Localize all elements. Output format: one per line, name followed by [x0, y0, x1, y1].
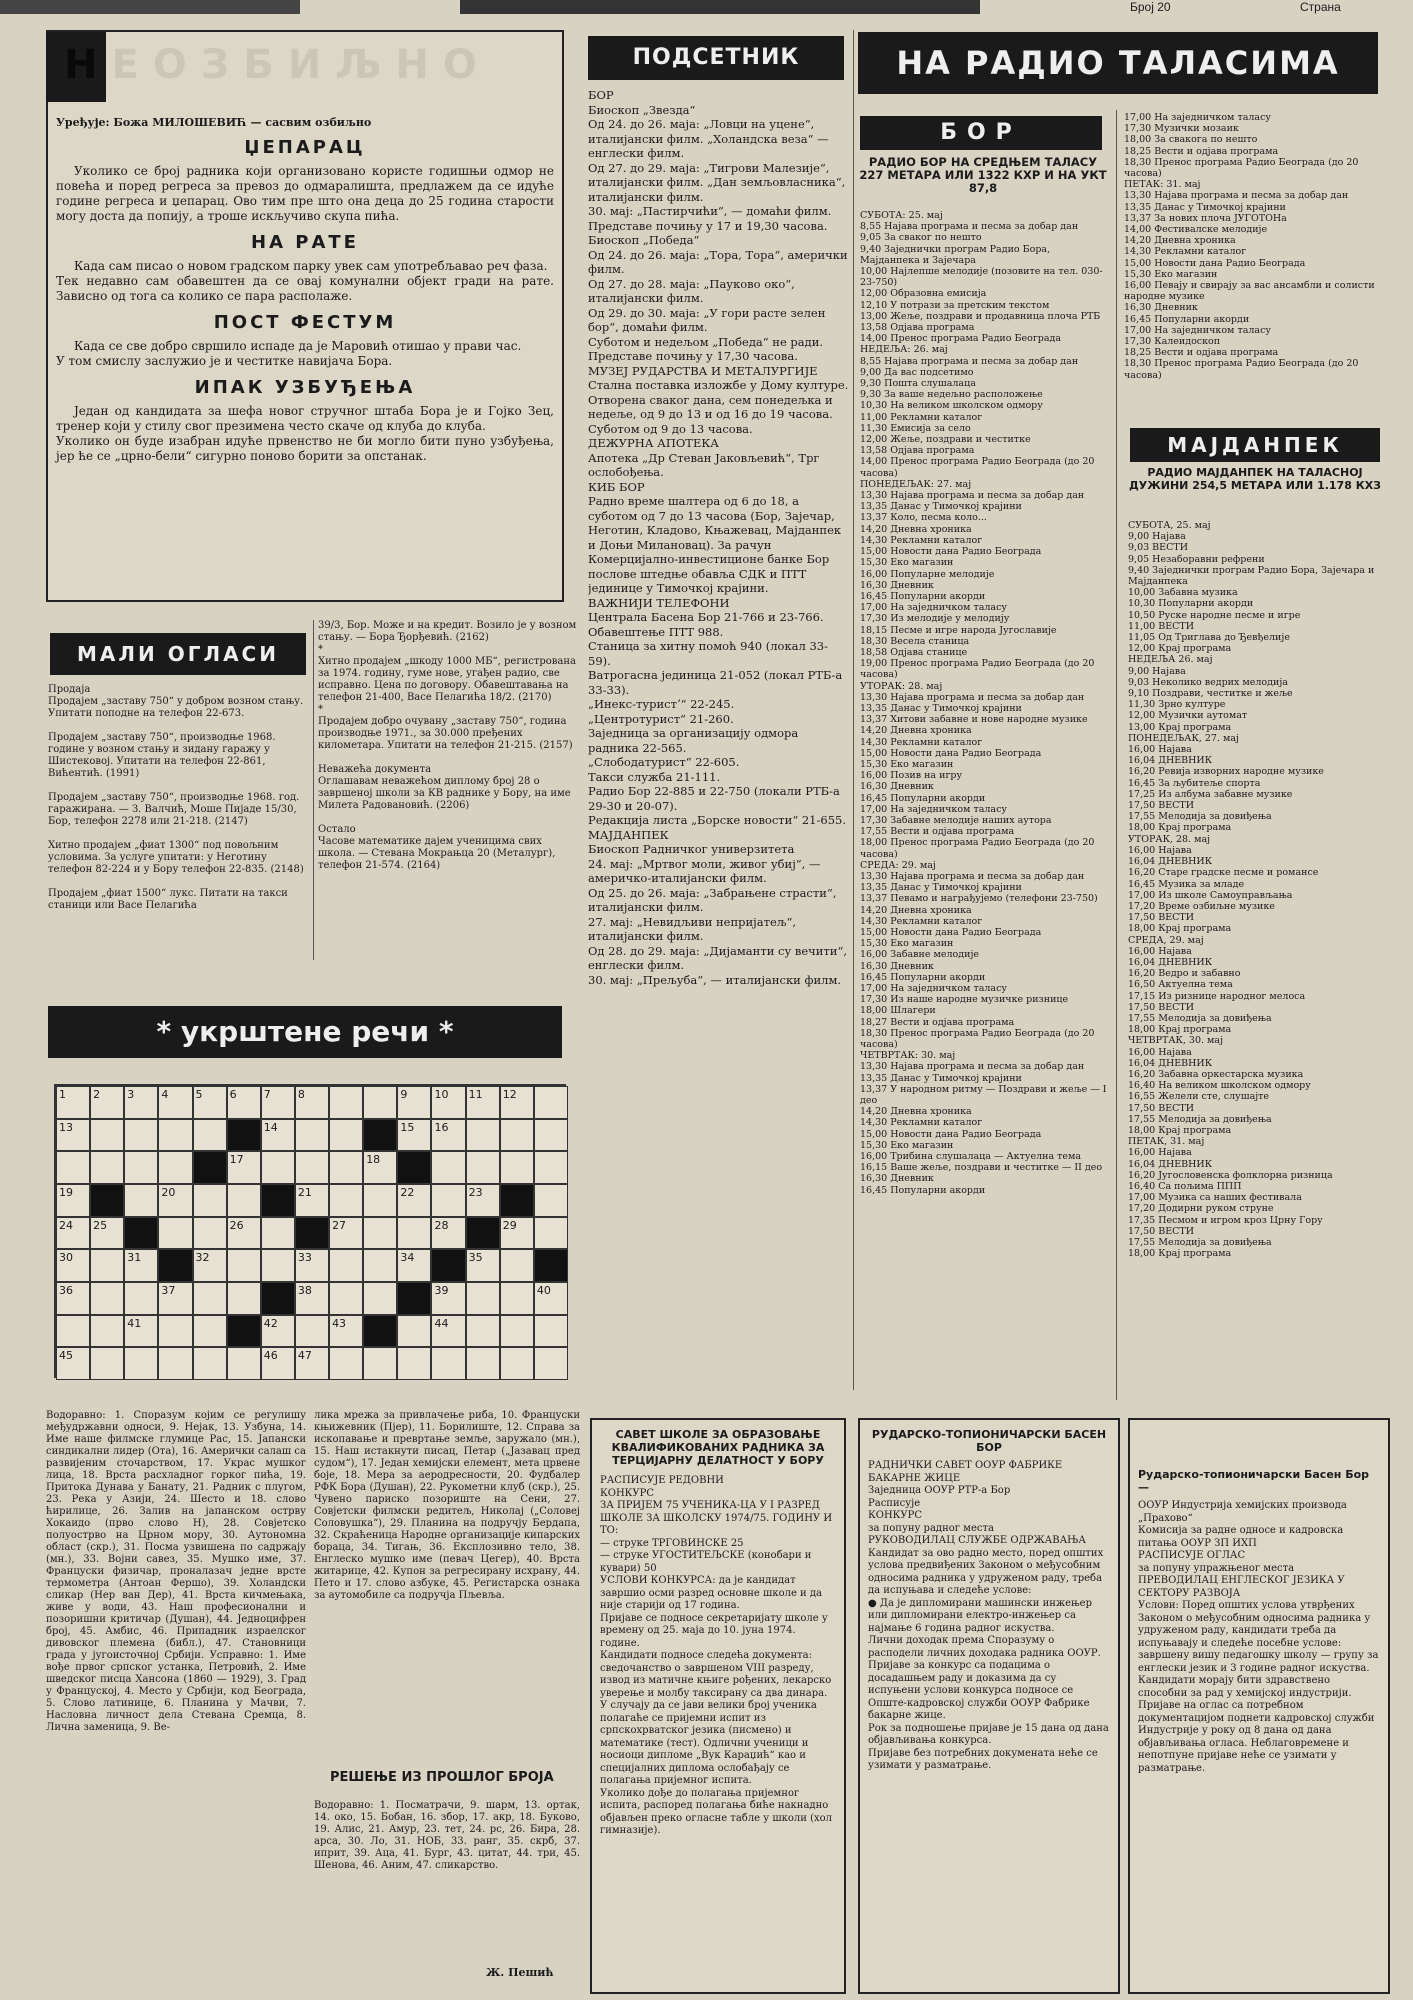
humor-section-text: Када се све добро свршило испаде да је Маровић отишао у прави час. У том смислу заслужио је и честитке навијача Бора. — [56, 339, 522, 368]
crossword-cell[interactable]: 3 — [124, 1086, 158, 1119]
humor-box — [46, 30, 564, 602]
crossword-title: * укрштене речи * — [48, 1006, 562, 1058]
crossword-cell[interactable] — [193, 1315, 227, 1348]
crossword-cell[interactable]: 33 — [295, 1249, 329, 1282]
crossword-black-cell — [466, 1217, 500, 1250]
crossword-cell[interactable] — [500, 1347, 534, 1380]
crossword-cell[interactable]: 8 — [295, 1086, 329, 1119]
humor-section-heading: ЏЕПАРАЦ — [244, 137, 366, 158]
crossword-cell[interactable] — [90, 1315, 124, 1348]
crossword-cell[interactable] — [56, 1151, 90, 1184]
crossword-cell[interactable] — [261, 1249, 295, 1282]
crossword-cell[interactable] — [124, 1347, 158, 1380]
notice-rtb-title: РУДАРСКО-ТОПИОНИЧАРСКИ БАСЕН БОР — [871, 1428, 1107, 1454]
crossword-cell[interactable]: 41 — [124, 1315, 158, 1348]
crossword-cell[interactable]: 15 — [397, 1119, 431, 1152]
crossword-cell[interactable] — [295, 1315, 329, 1348]
crossword-cell[interactable]: 34 — [397, 1249, 431, 1282]
crossword-black-cell — [363, 1119, 397, 1152]
crossword-cell[interactable] — [193, 1282, 227, 1315]
crossword-cell[interactable] — [431, 1151, 465, 1184]
humor-section-text: Када сам писао о новом градском парку увек сам употребљавао реч фаза. Тек недавно сам обавештен да се овај комунални објект гради на рате. Зависно од тога са колико се пара располаже. — [56, 259, 554, 303]
col-divider-3 — [1116, 110, 1117, 1400]
crossword-cell[interactable] — [534, 1315, 568, 1348]
crossword-cell[interactable] — [193, 1119, 227, 1152]
crossword-cell[interactable]: 22 — [397, 1184, 431, 1217]
ads-divider — [313, 620, 314, 960]
crossword-cell[interactable] — [124, 1151, 158, 1184]
radio-maj-schedule: СУБОТА, 25. мај 9,00 Најава 9,03 ВЕСТИ 9,05 Незаборавни рефрени 9,40 Заједнички програм Радио Бора, Зајечара и Мајданпека 10,00 Забавна музика 10,30 Популарни акорди 10,50 Руске народне песме и игре 11,00 ВЕСТИ 11,05 Од Триглава до Ђевђелије 12,00 Крај програма НЕДЕЉА 26. мај 9,00 Најава 9,03 Неколико ведрих мелодија 9,10 Поздрави, честитке и жеље 11,30 Зрно културе 12,00 Музички аутомат 13,00 Крај програма ПОНЕДЕЉАК, 27. мај 16,00 Најава 16,04 ДНЕВНИК 16,20 Ревија изворних народне музике 16,45 За љубитеље спорта 17,25 Из албума забавне музике 17,50 ВЕСТИ 17,55 Мелодија за довиђења 18,00 Крај програма УТОРАК, 28. мај 16,00 Најава 16,04 ДНЕВНИК 16,20 Старе градске песме и романсе 16,45 Музика за младе 17,00 Из школе Самоуправљања 17,20 Време озбиљне музике 17,50 ВЕСТИ 18,00 Крај програма СРЕДА, 29. мај 16,00 Најава 16,04 ДНЕВНИК 16,20 Ведро и забавно 16,50 Актуелна тема 17,15 Из ризнице народног мелоса 17,50 ВЕСТИ 17,55 Мелодија за довиђења 18,00 Крај програма ЧЕТВРТАК, 30. мај 16,00 Најава 16,04 ДНЕВНИК 16,20 Забавна оркестарска музика 16,40 На великом школском одмору 16,55 Желели сте, слушајте 17,50 ВЕСТИ 17,55 Мелодија за довиђења 18,00 Крај програма ПЕТАК, 31. мај 16,00 Најава 16,04 ДНЕВНИК 16,20 Југословенска фолклорна ризница 16,40 Са пољима ППП 17,00 Музика са наших фестивала 17,20 Додирни руком струне 17,35 Песмом и игром кроз Црну Гору 17,50 ВЕСТИ 17,55 Мелодија за довиђења 18,00 Крај програма — [1128, 520, 1375, 1260]
crossword-cell[interactable] — [90, 1249, 124, 1282]
crossword-cell[interactable] — [124, 1184, 158, 1217]
crossword-cell[interactable]: 21 — [295, 1184, 329, 1217]
crossword-cell[interactable] — [158, 1315, 192, 1348]
humor-section-text: Један од кандидата за шефа новог стручног штаба Бора је и Гојко Зец, тренер који у стилу свог презимена често скаче од клуба до клуба. Уколико он буде изабран идуће првенство не би могло бити пуно узбуђења, јер ће се „црно-бели“ сигурно поново борити за опстанак. — [56, 404, 554, 463]
crossword-cell[interactable]: 30 — [56, 1249, 90, 1282]
crossword-author: Ж. Пешић — [486, 1966, 554, 1979]
humor-sections — [56, 137, 554, 464]
humor-title-text: НЕОЗБИЉНО — [64, 42, 491, 88]
crossword-cell[interactable] — [261, 1217, 295, 1250]
crossword-cell[interactable]: 11 — [466, 1086, 500, 1119]
crossword-cell[interactable] — [397, 1217, 431, 1250]
crossword-black-cell — [397, 1282, 431, 1315]
solution-text: Водоравно: 1. Посматрачи, 9. шарм, 13. ортак, 14. око, 15. Бобан, 16. збор, 17. акр, 18. Буково, 19. Алис, 21. Амур, 23. тет, 24. рс, 26. Бира, 28. арса, 30. Ло, 31. НОБ, 33. ранг, 35. скрб, 37. иприт, 39. Аца, 41. Бург, 43. цитат, 44. три, 45. Шенова, 46. Аним, 47. сликарство. — [314, 1800, 580, 1871]
crossword-black-cell — [363, 1315, 397, 1348]
crossword-cell[interactable] — [363, 1347, 397, 1380]
crossword-cell[interactable]: 9 — [397, 1086, 431, 1119]
crossword-cell[interactable]: 7 — [261, 1086, 295, 1119]
crossword-black-cell — [397, 1151, 431, 1184]
crossword-cell[interactable]: 19 — [56, 1184, 90, 1217]
crossword-cell[interactable]: 45 — [56, 1347, 90, 1380]
crossword-cell[interactable] — [227, 1282, 261, 1315]
notice-prahovo — [1128, 1418, 1390, 1994]
crossword-cell[interactable] — [534, 1184, 568, 1217]
crossword-cell[interactable]: 32 — [193, 1249, 227, 1282]
crossword-cell[interactable] — [466, 1151, 500, 1184]
crossword-black-cell — [295, 1217, 329, 1250]
crossword-cell[interactable] — [363, 1184, 397, 1217]
crossword-cell[interactable] — [56, 1315, 90, 1348]
crossword-cell[interactable]: 31 — [124, 1249, 158, 1282]
crossword-cell[interactable] — [500, 1249, 534, 1282]
crossword-cell[interactable] — [193, 1347, 227, 1380]
crossword-cell[interactable]: 29 — [500, 1217, 534, 1250]
humor-title — [56, 32, 554, 108]
crossword-cell[interactable] — [500, 1282, 534, 1315]
humor-section-text: Уколико се број радника који организовано користе годишњи одмор не повећа и поред регреса за превоз до одмаралишта, предлажем да се идуће године регреса и џепарац. Ово тим пре што она деца до 25 година старости могу доста да попију, а троше искључиво скупа пића. — [56, 164, 554, 223]
crossword-cell[interactable]: 39 — [431, 1282, 465, 1315]
crossword-cell[interactable] — [363, 1217, 397, 1250]
crossword-cell[interactable] — [329, 1347, 363, 1380]
crossword-cell[interactable]: 18 — [363, 1151, 397, 1184]
radio-bor-title: БОР — [860, 116, 1102, 150]
crossword-cell[interactable] — [500, 1315, 534, 1348]
crossword-cell[interactable] — [158, 1217, 192, 1250]
crossword-cell[interactable] — [193, 1184, 227, 1217]
crossword-cell[interactable]: 27 — [329, 1217, 363, 1250]
crossword-cell[interactable]: 20 — [158, 1184, 192, 1217]
humor-section-heading: НА РАТЕ — [251, 232, 359, 253]
crossword-cell[interactable] — [363, 1086, 397, 1119]
crossword-cell[interactable]: 14 — [261, 1119, 295, 1152]
crossword-black-cell — [500, 1184, 534, 1217]
crossword-cell[interactable]: 38 — [295, 1282, 329, 1315]
crossword-cell[interactable]: 35 — [466, 1249, 500, 1282]
crossword-black-cell — [124, 1217, 158, 1250]
crossword-cell[interactable] — [329, 1249, 363, 1282]
crossword-cell[interactable] — [158, 1119, 192, 1152]
reminder-text: БОР Биоскоп „Звезда“ Од 24. до 26. маја: „Ловци на уцене“, италијански филм. „Холандска веза“ — енглески филм. Од 27. до 29. маја: „Тигрови Малезије“, италијански филм. „Дан земљовласника“, италијански филм. 30. мај: „Пастирчићи“, — домаћи филм. Представе почињу у 17 и 19,30 часова. Биоскоп „Победа“ Од 24. до 26. маја: „Тора, Тора“, амерички филм. Од 27. до 28. маја: „Пауково око“, италијански филм. Од 29. до 30. маја: „У гори расте зелен бор“, домаћи филм. Суботом и недељом „Победа“ не ради. Представе почињу у 17,30 часова. МУЗЕЈ РУДАРСТВА И МЕТАЛУРГИЈЕ Стална поставка изложбе у Дому културе. Отворена сваког дана, сем понедељка и недеље, од 9 до 13 и од 16 до 19 часова. Суботом од 9 до 13 часова. ДЕЖУРНА АПОТЕКА Апотека „Др Стеван Јаковљевић“, Трг ослобођења. КИБ БОР Радно време шалтера од 6 до 18, а суботом од 7 до 13 часова (Бор, Зајечар, Неготин, Кладово, Књажевац, Мајданпек и Доњи Милановац). За рачун Комерцијално-инвестиционе банке Бор послове штедње обавља СДК и ПТТ јединице у Тимочкој крајини. ВАЖНИЈИ ТЕЛЕФОНИ Централа Басена Бор 21-766 и 23-766. Обавештење ПТТ 988. Станица за хитну помоћ 940 (локал 33-59). Ватрогасна јединица 21-052 (локал РТБ-а 33-33). „Инекс-туристʼ“ 22-245. „Центротурист“ 21-260. Заједница за организацију одмора радника 22-565. „Слободатурист“ 22-605. Такси служба 21-111. Радио Бор 22-885 и 22-750 (локали РТБ-а 29-30 и 20-07). Редакција листа „Борске новости“ 21-655. МАЈДАНПЕК Биоскоп Радничког универзитета 24. мај: „Мртвог моли, живог убиј“, — америчко-италијански филм. Од 25. до 26. маја: „Забрањене страсти“, италијански филм. 27. мај: „Невидљиви непријатељ“, италијански филм. Од 28. до 29. маја: „Дијаманти су вечити“, енглески филм. 30. мај: „Прељуба“, — италијански филм. — [588, 88, 849, 987]
crossword-cell[interactable] — [261, 1151, 295, 1184]
crossword-cell[interactable]: 10 — [431, 1086, 465, 1119]
humor-section-heading: ИПАК УЗБУЂЕЊА — [194, 377, 416, 398]
crossword-clues-col1: Водоравно: 1. Споразум којим се регулишу међудржавни односи, 9. Нејак, 13. Узбуна, 14. Име наше филмске глумице Рас, 15. Јапански синдикални лидер (Ота), 16. Амерички салаш са развијеним сточарством, 17. Украс мушког лица, 18. Врста расхладног горког пића, 19. Притока Дунава у Банату, 21. Радник с плугом, 23. Река у Азији, 24. Шесто и 18. слово ћирилице, 26. Залив на јапанском острву Хокаидо (прво слово Н), 28. Совјетско полуострво на Црном мору, 30. Аутономна област (скр.), 31. Посма узвишена по садржају (мн.), 33. Војни савез, 35. Мушко име, 37. Француски физичар, проналазач једне врсте термометра (Антоан Фершо), 39. Холандски сликар (Нер ван Дер), 41. Врста кичмењака, живе у води, 43. Наш професионални и позоришни критичар (Душан), 44. Једноцифрен број, 45. Амбис, 46. Припадник израелског дивовског племена (библ.), 47. Становници града у југоисточној Србији. Усправно: 1. Име вође првог српског устанка, Петровић, 2. Име шведског писца Хансона (1860 — 1929), 3. Град у Француској, 4. Место у Србији, код Београда, 5. Слово латинице, 6. Планина у Мачви, 7. Насловна личност дела Стевана Сремца, 8. Лична заменица, 9. Ве- — [46, 1410, 306, 1733]
crossword-cell[interactable]: 23 — [466, 1184, 500, 1217]
crossword-cell[interactable] — [466, 1282, 500, 1315]
notice-school-text: РАСПИСУЈЕ РЕДОВНИ КОНКУРС ЗА ПРИЈЕМ 75 УЧЕНИКА-ЦА У I РАЗРЕД ШКОЛЕ ЗА ШКОЛСКУ 1974/75. ГОДИНУ И ТО: — струке ТРГОВИНСКЕ 25 — струке УГОСТИТЕЉСКЕ (конобари и кувари) 50 УСЛОВИ КОНКУРСА: да је кандидат завршио осми разред основне школе и да није старији од 17 година. Пријаве се подносе секретаријату школе у времену од 25. маја до 10. јуна 1974. године. Кандидати подносе следећа документа: сведочанство о завршеном VIII разреду, извод из матичне књиге рођених, лекарско уверење и молбу таксирану са два динара. У случају да се јави велики број ученика полагаће се пријемни испит из српскохрватског језика (писмено) и математике (тест). Одлични ученици и носиоци дипломе „Вук Караџић“ као и специјалних диплома ослобађају се полагања пријемног испита. Уколико дође до полагања пријемног испита, распоред полагања биће накнадно објављен преко огласне табле у школи (хол гимназије). — [600, 1475, 833, 1836]
notice-rtb-text: РАДНИЧКИ САВЕТ ООУР ФАБРИКЕ БАКАРНЕ ЖИЦЕ Заједница ООУР РТР-а Бор Расписује КОНКУРС за попуну радног места РУКОВОДИЛАЦ СЛУЖБЕ ОДРЖАВАЊА Кандидат за ово радно место, поред општих услова предвиђених Законом о међусобним односима радника у удруженом раду, треба да испуњава и следеће услове: ● Да је дипломирани машински инжењер или дипломирани електро-инжењер са најмање 6 година радног искуства. Лични доходак према Споразуму о расподели личних доходака радника ООУР. Пријаве за конкурс са подацима о досадашњем раду и доказима да су испуњени услови конкурса подносе се Опште-кадровској служби ООУР Фабрике бакарне жице. Рок за подношење пријаве је 15 дана од дана објављивања конкурса. Пријаве без потребних докумената неће се узимати у разматрање. — [868, 1460, 1109, 1771]
crossword-title-text: укрштене речи — [180, 1015, 430, 1048]
radio-bor-schedule: СУБОТА: 25. мај 8,55 Најава програма и песма за добар дан 9,05 За сваког по нешто 9,40 Заједнички програм Радио Бора, Мајданпека и Зајечара 10,00 Најлепше мелодије (позовите на тел. 030-23-750) 12,00 Образовна емисија 12,10 У потрази за претским текстом 13,00 Жеље, поздрави и продавница плоча РТБ 13,58 Одјава програма 14,00 Пренос програма Радио Београда НЕДЕЉА: 26. мај 8,55 Најава програма и песма за добар дан 9,00 Да вас подсетимо 9,30 Пошта слушалаца 9,30 За ваше недељно расположење 10,30 На великом школском одмору 11,00 Рекламни каталог 11,30 Емисија за село 12,00 Жеље, поздрави и честитке 13,58 Одјава програма 14,00 Пренос програма Радио Београда (до 20 часова) ПОНЕДЕЉАК: 27. мај 13,30 Најава програма и песма за добар дан 13,35 Данас у Тимочкој крајини 13,37 Коло, песма коло... 14,20 Дневна хроника 14,30 Рекламни каталог 15,00 Новости дана Радио Београда 15,30 Еко магазин 16,00 Популарне мелодије 16,30 Дневник 16,45 Популарни акорди 17,00 На заједничком таласу 17,30 Из мелодије у мелодију 18,15 Песме и игре народа Југославије 18,30 Весела станица 18,58 Одјава станице 19,00 Пренос програма Радио Београда (до 20 часова) УТОРАК: 28. мај 13,30 Најава програма и песма за добар дан 13,35 Данас у Тимочкој крајини 13,37 Хитови забавне и нове народне музике 14,20 Дневна хроника 14,30 Рекламни каталог 15,00 Новости дана Радио Београда 15,30 Еко магазин 16,00 Позив на игру 16,30 Дневник 16,45 Популарни акорди 17,00 На заједничком таласу 17,30 Забавне мелодије наших аутора 17,55 Вести и одјава програма 18,00 Пренос програма Радио Београда (до 20 часова) СРЕДА: 29. мај 13,30 Најава програма и песма за добар дан 13,35 Данас у Тимочкој крајини 13,37 Певамо и награђујемо (телефони 23-750) 14,20 Дневна хроника 14,30 Рекламни каталог 15,00 Новости дана Радио Београда 15,30 Еко магазин 16,00 Забавне мелодије 16,30 Дневник 16,45 Популарни акорди 17,00 На заједничком таласу 17,30 Из наше народне музичке ризнице 18,00 Шлагери 18,27 Вести и одјава програма 18,30 Пренос програма Радио Београда (до 20 часова) ЧЕТВРТАК: 30. мај 13,30 Најава програма и песма за добар дан 13,35 Данас у Тимочкој крајини 13,37 У народном ритму — Поздрави и жеље — I део 14,20 Дневна хроника 14,30 Рекламни каталог 15,00 Новости дана Радио Београда 15,30 Еко магазин 16,00 Трибина слушалаца — Актуелна тема 16,15 Ваше жеље, поздрави и честитке — II део 16,30 Дневник 16,45 Популарни акорди — [860, 210, 1107, 1196]
crossword-cell[interactable] — [363, 1282, 397, 1315]
reminder-title: ПОДСЕТНИК — [588, 36, 844, 80]
crossword-cell[interactable] — [534, 1347, 568, 1380]
ads-col2: 39/3, Бор. Може и на кредит. Возило је у возном стању. — Бора Ђорђевић. (2162) * Хитно продајем „шкоду 1000 МБ“, регистрована за 1974. годину, гуме нове, угађен радио, све исправно. Цена по договору. Обавештавања на телефон 21-400, Васе Пелагића 18/2. (2170) * Продајем добро очувану „заставу 750“, година производње 1971., за 30.000 пређених километара. Упитати на телефон 21-215. (2157) Неважећа документа Оглашавам неважећом диплому број 28 о завршеној школи за КВ раднике у Бору, на име Милета Радовановић. (2206) Остало Часове математике дајем ученицима свих школа. — Стевана Мокрањца 20 (Металург), телефон 21-574. (2164) — [318, 620, 577, 871]
humor-section-heading: ПОСТ ФЕСТУМ — [213, 312, 397, 333]
crossword-cell[interactable] — [534, 1151, 568, 1184]
crossword-cell[interactable] — [431, 1347, 465, 1380]
crossword-cell[interactable]: 5 — [193, 1086, 227, 1119]
radio-maj-title: МАЈДАНПЕК — [1130, 428, 1380, 462]
crossword-cell[interactable]: 28 — [431, 1217, 465, 1250]
crossword-cell[interactable]: 6 — [227, 1086, 261, 1119]
ads-title: МАЛИ ОГЛАСИ — [50, 633, 306, 675]
crossword-cell[interactable] — [363, 1249, 397, 1282]
crossword-cell[interactable] — [329, 1086, 363, 1119]
radio-maj-subtitle: РАДИО МАЈДАНПЕК НА ТАЛАСНОЈ ДУЖИНИ 254,5 МЕТАРА ИЛИ 1.178 КХЗ — [1129, 466, 1381, 492]
crossword-cell[interactable]: 36 — [56, 1282, 90, 1315]
crossword-cell[interactable] — [329, 1119, 363, 1152]
crossword-cell[interactable] — [329, 1184, 363, 1217]
crossword-cell[interactable]: 4 — [158, 1086, 192, 1119]
crossword-cell[interactable]: 16 — [431, 1119, 465, 1152]
page-label: Страна — [1300, 0, 1341, 14]
crossword-cell[interactable] — [227, 1347, 261, 1380]
crossword-cell[interactable]: 43 — [329, 1315, 363, 1348]
top-strip-mid — [460, 0, 980, 14]
crossword-cell[interactable]: 37 — [158, 1282, 192, 1315]
crossword-cell[interactable]: 12 — [500, 1086, 534, 1119]
crossword-cell[interactable]: 46 — [261, 1347, 295, 1380]
crossword-black-cell — [261, 1282, 295, 1315]
notice-prahovo-text: ООУР Индустрија хемијских производа „Прахово“ Комисија за радне односе и кадровска питања ООУР ЗП ИХП РАСПИСУЈЕ ОГЛАС за попуну упражњеног места ПРЕВОДИЛАЦ ЕНГЛЕСКОГ ЈЕЗИКА У СЕКТОРУ РАЗВОЈА Услови: Поред општих услова утврђених Законом о међусобним односима радника у удруженом раду, кандидати треба да испуњавају и следеће посебне услове: завршену вишу педагошку школу — групу за енглески језик и 3 године радног искуства. Кандидати морају бити здравствено способни за рад у хемијској индустрији. Пријаве на оглас са потребном документацијом поднети кадровској служби Индустрије у року од 8 дана од дана објављивања огласа. Неблаговремене и непотпуне пријаве неће се узимати у разматрање. — [1138, 1500, 1379, 1774]
crossword-cell[interactable] — [466, 1315, 500, 1348]
col-divider-2 — [853, 30, 854, 1390]
radio-title: НА РАДИО ТАЛАСИМА — [858, 32, 1378, 94]
crossword-cell[interactable] — [124, 1282, 158, 1315]
crossword-cell[interactable] — [397, 1315, 431, 1348]
crossword-black-cell — [534, 1249, 568, 1282]
crossword-cell[interactable]: 47 — [295, 1347, 329, 1380]
crossword-black-cell — [227, 1315, 261, 1348]
ads-col1: Продаја Продајем „заставу 750“ у добром возном стању. Упитати поподне на телефон 22-673. Продајем „заставу 750“, производње 1968. године у возном стању и зидану гаражу у Шистековој. Упитати на телефон 22-861, Вићентић. (1991) Продајем „заставу 750“, производње 1968. год. гаражирана. — З. Валчић, Моше Пијаде 15/30, Бор, телефон 2278 или 21-218. (2147) Хитно продајем „фиат 1300“ под повољним условима. За услуге упитати: у Неготину телефон 82-224 и у Бору телефон 22-835. (2148) Продајем „фиат 1500“ лукс. Питати на такси станици или Васе Пелагића — [48, 684, 304, 911]
crossword-cell[interactable] — [329, 1151, 363, 1184]
crossword-cell[interactable] — [158, 1151, 192, 1184]
crossword-black-cell — [158, 1249, 192, 1282]
notice-prahovo-title: Рударско-топионичарски Басен Бор— — [1138, 1468, 1370, 1494]
issue-number: Број 20 — [1130, 0, 1171, 14]
crossword-cell[interactable] — [90, 1119, 124, 1152]
crossword-cell[interactable]: 17 — [227, 1151, 261, 1184]
radio-bor-right: 17,00 На заједничком таласу 17,30 Музички мозаик 18,00 За свакога по нешто 18,25 Вести и одјава програма 18,30 Пренос програма Радио Београда (до 20 часова) ПЕТАК: 31. мај 13,30 Најава програма и песма за добар дан 13,35 Данас у Тимочкој крајини 13,37 За нових плоча ЈУГОТОНа 14,00 Фестивалске мелодије 14,20 Дневна хроника 14,30 Рекламни каталог 15,00 Новости дана Радио Београда 15,30 Еко магазин 16,00 Певају и свирају за вас ансамбли и солисти народне музике 16,30 Дневник 16,45 Популарни акорди 17,00 На заједничком таласу 17,30 Калеидоскоп 18,25 Вести и одјава програма 18,30 Пренос програма Радио Београда (до 20 часова) — [1124, 112, 1375, 381]
crossword-black-cell — [431, 1249, 465, 1282]
crossword-cell[interactable] — [90, 1151, 124, 1184]
crossword-cell[interactable]: 2 — [90, 1086, 124, 1119]
radio-bor-subtitle: РАДИО БОР НА СРЕДЊЕМ ТАЛАСУ 227 МЕТАРА ИЛИ 1322 КХР И НА УКТ 87,8 — [859, 155, 1107, 195]
crossword-cell[interactable] — [500, 1119, 534, 1152]
solution-title: РЕШЕЊЕ ИЗ ПРОШЛОГ БРОЈА — [330, 1770, 554, 1785]
crossword-cell[interactable]: 25 — [90, 1217, 124, 1250]
crossword-cell[interactable] — [295, 1119, 329, 1152]
crossword-cell[interactable]: 24 — [56, 1217, 90, 1250]
crossword-black-cell — [261, 1184, 295, 1217]
crossword-cell[interactable]: 42 — [261, 1315, 295, 1348]
crossword-cell[interactable] — [90, 1282, 124, 1315]
top-strip-left — [0, 0, 300, 14]
crossword-black-cell — [227, 1119, 261, 1152]
crossword-cell[interactable] — [227, 1184, 261, 1217]
crossword-black-cell — [90, 1184, 124, 1217]
crossword-cell[interactable] — [466, 1119, 500, 1152]
crossword-cell[interactable] — [397, 1347, 431, 1380]
crossword-grid[interactable] — [54, 1084, 566, 1378]
crossword-cell[interactable] — [329, 1282, 363, 1315]
crossword-black-cell — [193, 1151, 227, 1184]
crossword-cell[interactable]: 26 — [227, 1217, 261, 1250]
crossword-cell[interactable] — [124, 1119, 158, 1152]
crossword-cell[interactable] — [466, 1347, 500, 1380]
crossword-cell[interactable] — [534, 1086, 568, 1119]
crossword-cell[interactable] — [500, 1151, 534, 1184]
crossword-cell[interactable] — [90, 1347, 124, 1380]
humor-byline: Уређује: Божа МИЛОШЕВИЋ — сасвим озбиљно — [56, 116, 372, 129]
crossword-cell[interactable] — [158, 1347, 192, 1380]
crossword-cell[interactable]: 1 — [56, 1086, 90, 1119]
crossword-cell[interactable]: 13 — [56, 1119, 90, 1152]
crossword-cell[interactable] — [534, 1119, 568, 1152]
crossword-cell[interactable] — [534, 1217, 568, 1250]
crossword-clues-col2: лика мрежа за привлачење риба, 10. Француски књижевник (Пјер), 11. Борилиште, 12. Справа за ископавање и превртање земље, заружало (мн.), 15. Наш истакнути писац, Петар („Јазавац пред судом“), 17. Један хемијски елемент, мета црвене боје, 18. Мера за аеродресности, 20. Фудбалер РФК Бора (Душан), 22. Рукометни клуб (скр.), 25. Чувено париско позориште на Сени, 27. Совјетски филмски редитељ, Николај („Соловеј Соловушка“), 29. Планина на подручју Бердапа, 32. Скраћеница Народне организације кипарских бораца, 34. Тигањ, 36. Експлозивно тело, 38. Енглеско мушко име (певач Цегер), 40. Врста житарице, 42. Купон за регресирану исхрану, 44. Пето и 17. слово азбуке, 45. Регистарска ознака за аутомобиле са подручја Пљевља. — [314, 1410, 580, 1601]
crossword-cell[interactable] — [431, 1184, 465, 1217]
notice-rtb — [858, 1418, 1120, 1994]
notice-school-title: САВЕТ ШКОЛЕ ЗА ОБРАЗОВАЊЕ КВАЛИФИКОВАНИХ РАДНИКА ЗА ТЕРЦИЈАРНУ ДЕЛАТНОСТ У БОРУ — [611, 1428, 825, 1467]
crossword-cell[interactable]: 40 — [534, 1282, 568, 1315]
crossword-cell[interactable] — [227, 1249, 261, 1282]
crossword-cell[interactable] — [193, 1217, 227, 1250]
crossword-cell[interactable] — [295, 1151, 329, 1184]
notice-school — [590, 1418, 846, 1994]
crossword-cell[interactable]: 44 — [431, 1315, 465, 1348]
